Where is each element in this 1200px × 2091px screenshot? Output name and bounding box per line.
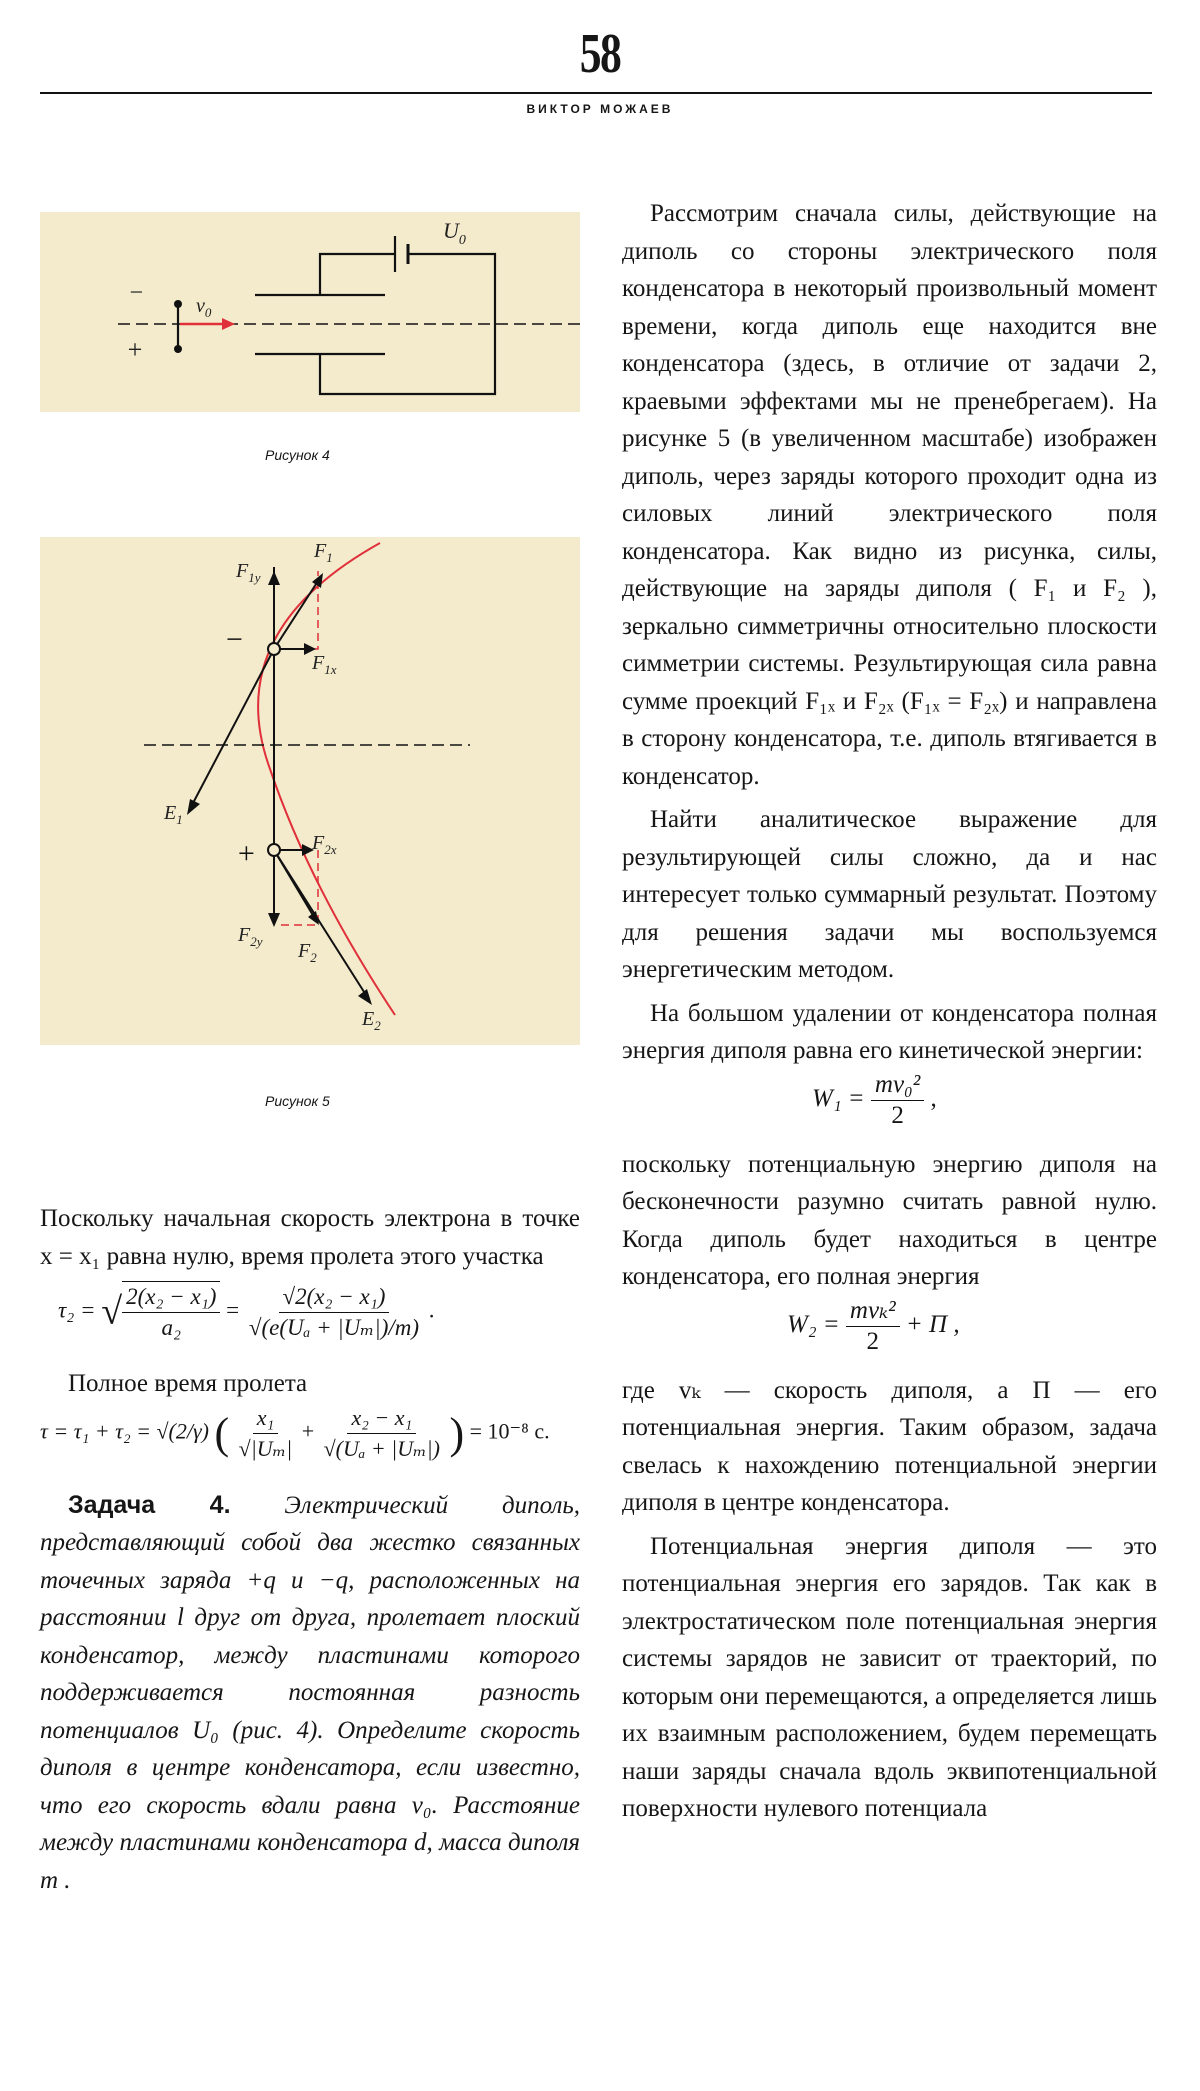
header-rule — [40, 92, 1152, 94]
equation-tau2: τ₂ = √ $\frac{\text{2(x₂ − x₁)}}{\text{a₂}}$ = $\frac{\text{√2(x₂ − x₁)}}{\text{√(e(Uₐ + |Uₘ|)/m)}}$ . — [40, 1281, 580, 1365]
f2-label: $F_2$ — [298, 940, 317, 965]
e2-label: $E_2$ — [362, 1008, 381, 1033]
f1x-label: $F_{1x}$ — [312, 652, 337, 677]
dipole-charge-negative — [174, 300, 182, 308]
paragraph-reduction: где vₖ — скорость диполя, а П — его потенциальная энергия. Таким образом, задача свелась к нахождению потенциальной энергии диполя в центре конденсатора. — [622, 1376, 1157, 1516]
dipole-charge-positive — [174, 345, 182, 353]
paragraph-total-time: Полное время пролета — [68, 1370, 308, 1397]
paragraph-forces: Рассмотрим сначала силы, действующие на диполь со стороны электрического поля конденсатора в некоторый произвольный момент времени, когда диполь еще находится вне конденсатора (здесь, в отличие от задачи 2, краевыми эффектами мы не пренебрегаем). На рисунке 5 (в увеличенном масштабе) изображен диполь, через заряды которого проходит одна из силовых линий электрического поля конденсатора. Как видно из рисунка, силы, действующие на заряды диполя ( F₁ и F₂ ), зеркально симметричны относительно плоскости симметрии системы. Результирующая сила равна сумме проекций F₁ₓ и F₂ₓ (F₁ₓ = F₂ₓ) и направлена в сторону конденсатора, т.е. диполь втягивается в конденсатор. — [622, 200, 1157, 790]
f1-label: $F_1$ — [314, 540, 333, 565]
plus-sign: + — [236, 837, 257, 870]
plus-sign: + — [126, 335, 144, 364]
equation-w1: W₁ = $\frac{\text{mv₀²}}{2}$ , — [812, 1070, 937, 1129]
minus-sign: − — [224, 623, 245, 656]
problem-4: Задача 4. Электрический диполь, представляющий собой два жестко связанных точечных заряда +q и −q, расположенных на расстоянии l друг от друга, пролетает плоский конденсатор, между пластинами которого поддерживается постоянная разность потенциалов U₀ (рис. 4). Определите скорость диполя в центре конденсатора, если известно, что его скорость вдали равна v₀. Расстояние между пластинами конденсатора d, масса диполя m . — [40, 1490, 580, 1894]
f1-arrow — [274, 581, 318, 649]
equation-w2: W₂ = $\frac{\text{mvₖ²}}{2}$ + П , — [787, 1296, 960, 1355]
page-number: 58 — [579, 23, 621, 85]
figure-4-caption: Рисунок 4 — [265, 447, 330, 463]
paragraph-potential-zero: поскольку потенциальную энергию диполя на бесконечности разумно считать равной нулю. Когда диполь будет находиться в центре конденсатора, его полная энергия — [622, 1150, 1157, 1290]
e1-label: $E_1$ — [164, 802, 183, 827]
f1y-label: $F_{1y}$ — [236, 560, 261, 585]
running-header-author: ВИКТОР МОЖАЕВ — [526, 102, 674, 116]
paragraph-kinetic: На большом удалении от конденсатора полная энергия диполя равна его кинетической энергии: — [622, 999, 1157, 1064]
e2-arrow — [274, 850, 366, 995]
field-line — [258, 543, 395, 1015]
voltage-label: $U_0$ — [443, 218, 466, 248]
e1-arrow — [192, 649, 274, 805]
right-column — [622, 195, 1157, 1828]
paragraph-flight-time: Поскольку начальная скорость электрона в точке x = x₁ равна нулю, время пролета этого участка — [40, 1205, 580, 1270]
velocity-label: $v_0$ — [196, 295, 212, 320]
paragraph-potential-energy: Потенциальная энергия диполя — это потенциальная энергия его зарядов. Так как в электростатическом поле потенциальная энергия системы зарядов не зависит от траекторий, по которым они перемещаются, а определяется лишь их взаимным расположением, будем перемещать наши заряды сначала вдоль эквипотенциальной поверхности нулевого потенциала — [622, 1532, 1157, 1822]
f2y-label: $F_{2y}$ — [238, 924, 263, 949]
minus-sign: − — [128, 280, 145, 306]
equation-tau-total: τ = τ₁ + τ₂ = √(2/γ) ( $\frac{\text{x₁}}{\text{√|Uₘ|}}$ + $\frac{\text{x₂ − x₁}}{\text{√(Uₐ + |Uₘ|)}}$ ) = 10⁻⁸ с. — [40, 1404, 550, 1461]
positive-charge — [268, 844, 280, 856]
figure-5-caption: Рисунок 5 — [265, 1093, 330, 1109]
negative-charge — [268, 643, 280, 655]
figure-5 — [40, 537, 580, 1045]
f2x-label: $F_{2x}$ — [312, 832, 337, 857]
left-column — [40, 1200, 580, 1899]
figure-4 — [40, 212, 580, 412]
paragraph-method: Найти аналитическое выражение для результирующей силы сложно, да и нас интересует только суммарный результат. Поэтому для решения задачи мы воспользуемся энергетическим методом. — [622, 806, 1157, 983]
